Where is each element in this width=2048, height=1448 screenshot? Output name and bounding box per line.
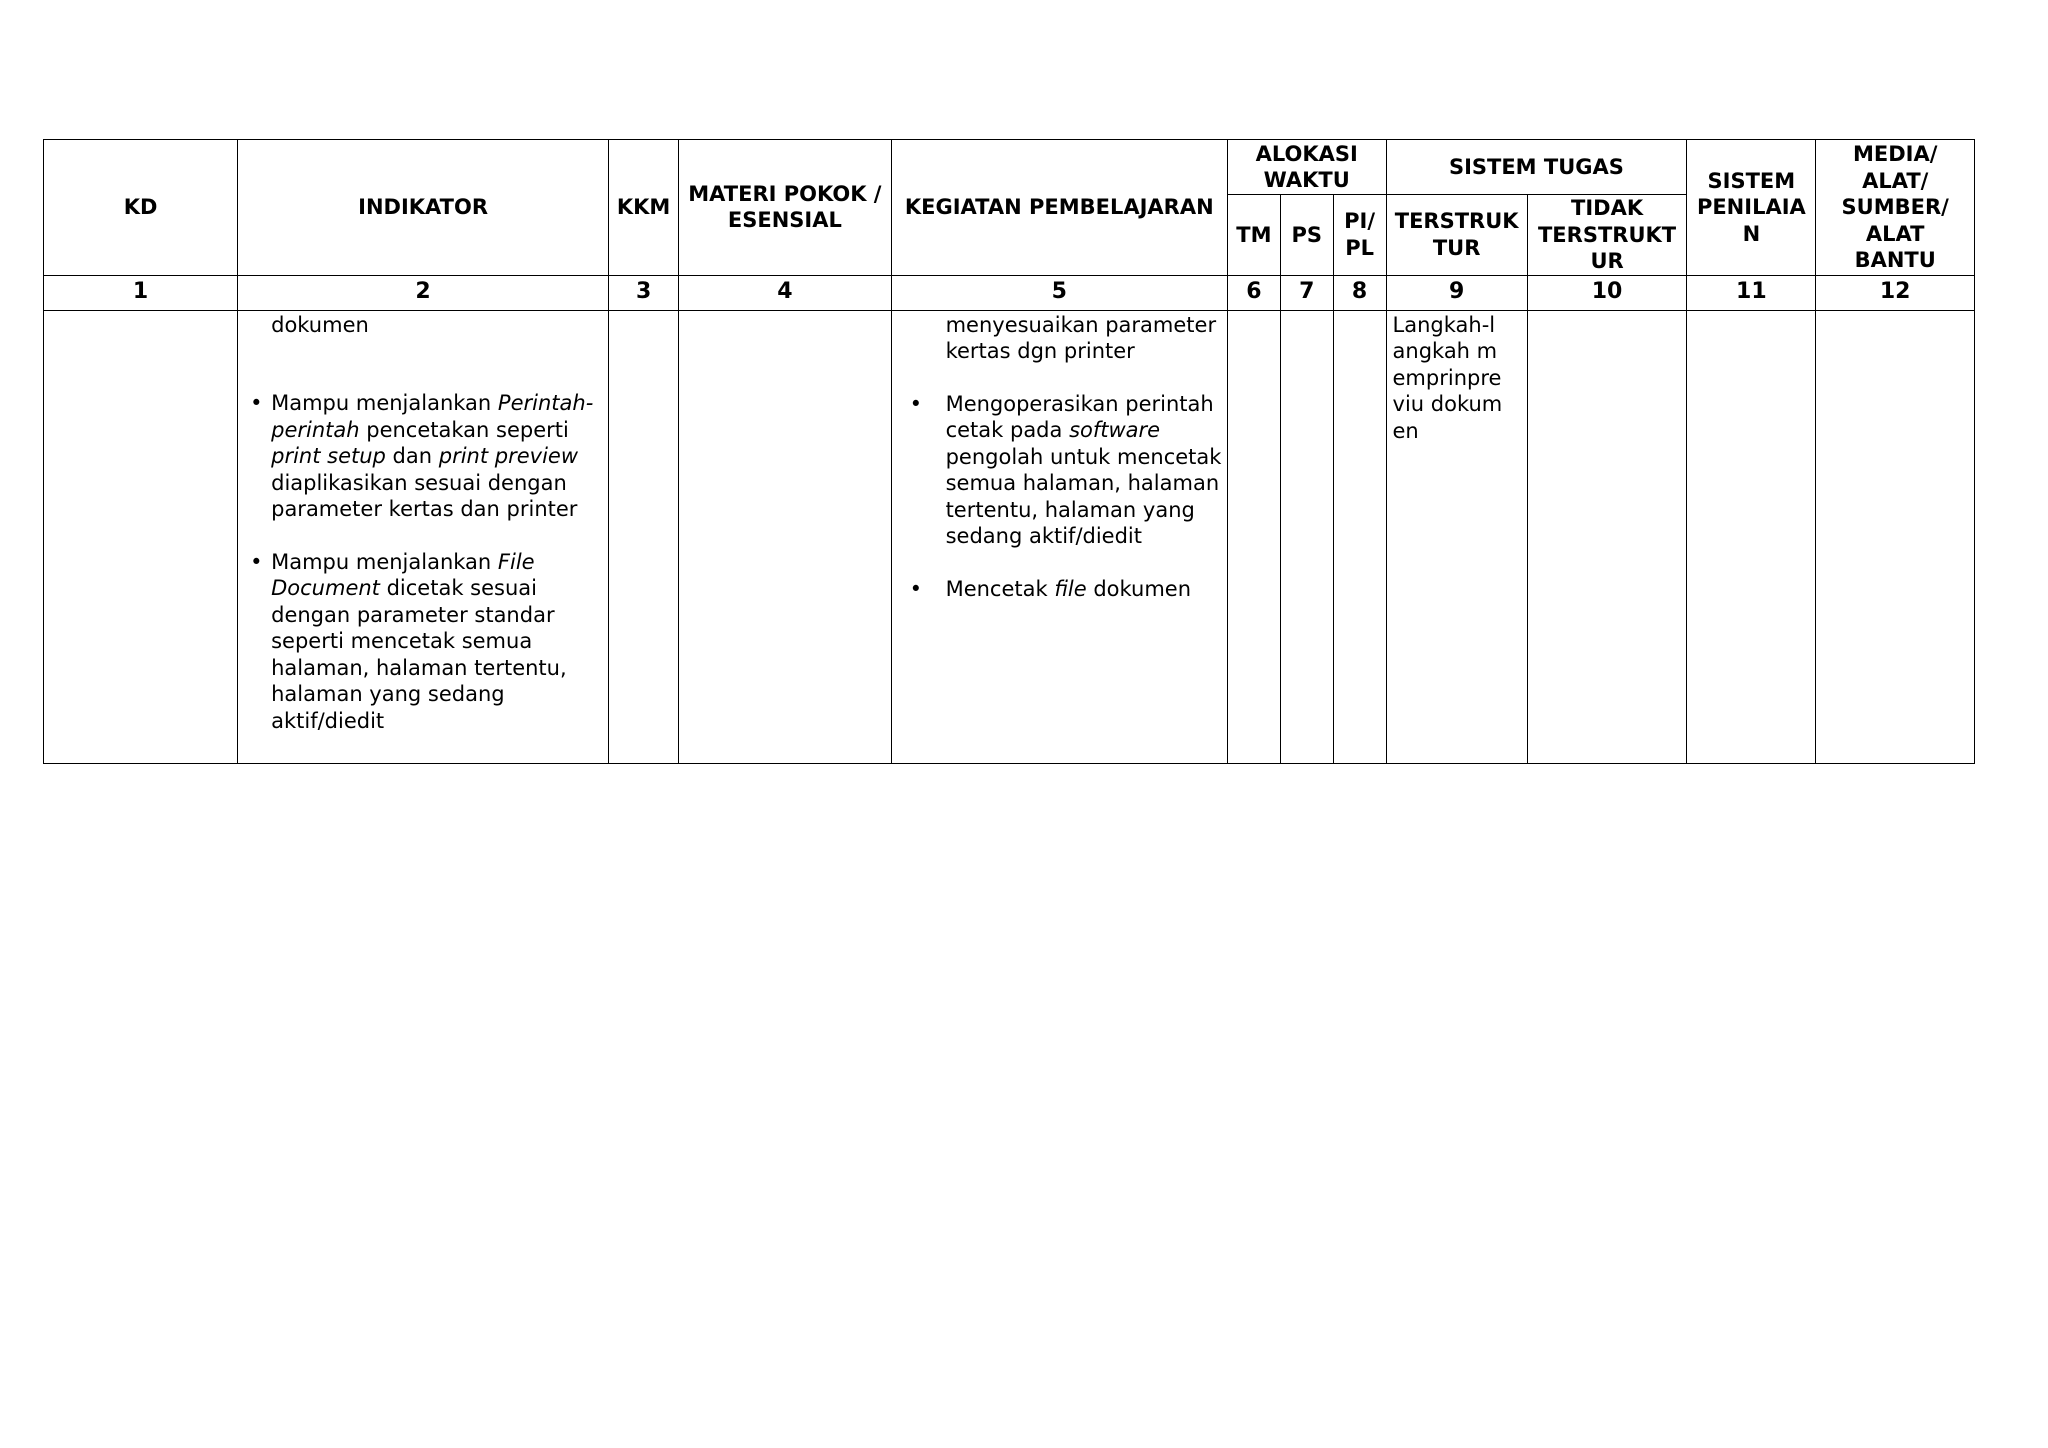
- column-number: 12: [1816, 275, 1975, 310]
- content-row: [44, 310, 1975, 763]
- column-number: 10: [1527, 275, 1687, 310]
- column-number: 2: [238, 275, 609, 310]
- syllabus-table: [43, 139, 1975, 764]
- cell-pipl: [1333, 310, 1386, 763]
- column-number: 6: [1227, 275, 1280, 310]
- header-kd: KD: [44, 140, 238, 276]
- cell-media: [1816, 310, 1975, 763]
- header-kkm: KKM: [609, 140, 679, 276]
- header-pipl: PI/ PL: [1333, 195, 1386, 276]
- cell-sistem-penilaian: [1687, 310, 1816, 763]
- cell-terstruktur: [1386, 310, 1527, 763]
- indikator-item-1: • Mampu menjalankan Perintah-perintah pencetakan seperti print setup dan print preview diaplikasikan sesuai dengan parameter kertas dan printer: [250, 390, 602, 523]
- cell-ps: [1280, 310, 1333, 763]
- header-alokasi-waktu: ALOKASI WAKTU: [1227, 140, 1386, 195]
- column-number: 4: [679, 275, 891, 310]
- cell-kd: [44, 310, 238, 763]
- header-media: MEDIA/ ALAT/ SUMBER/ ALAT BANTU: [1816, 140, 1975, 276]
- header-kegiatan: KEGIATAN PEMBELAJARAN: [891, 140, 1227, 276]
- column-number: 3: [609, 275, 679, 310]
- header-tidak-terstruktur: TIDAK TERSTRUKT UR: [1527, 195, 1687, 276]
- header-sistem-penilaian: SISTEM PENILAIA N: [1687, 140, 1816, 276]
- column-number-row: [44, 275, 1975, 310]
- cell-tidak-terstruktur: [1527, 310, 1687, 763]
- header-sistem-tugas: SISTEM TUGAS: [1386, 140, 1687, 195]
- column-number: 11: [1687, 275, 1816, 310]
- column-number: 9: [1386, 275, 1527, 310]
- header-ps: PS: [1280, 195, 1333, 276]
- column-number: 5: [891, 275, 1227, 310]
- cell-materi: [679, 310, 891, 763]
- kegiatan-lead: menyesuaikan parameter kertas dgn printer: [945, 312, 1217, 363]
- column-number: 1: [44, 275, 238, 310]
- terstruktur-text: Langkah-langkah memprinpreviu dokumen: [1392, 312, 1503, 443]
- header-indikator: INDIKATOR: [238, 140, 609, 276]
- indikator-lead: dokumen: [271, 312, 369, 337]
- cell-kegiatan: [891, 310, 1227, 763]
- header-row-1: [44, 140, 1975, 195]
- cell-tm: [1227, 310, 1280, 763]
- column-number: 7: [1280, 275, 1333, 310]
- cell-kkm: [609, 310, 679, 763]
- column-number: 8: [1333, 275, 1386, 310]
- header-terstruktur: TERSTRUK TUR: [1386, 195, 1527, 276]
- kegiatan-item-1: • Mengoperasikan perintah cetak pada software pengolah untuk mencetak semua halaman, halaman tertentu, halaman yang sedang aktif/diedit: [902, 391, 1223, 550]
- cell-indikator: [238, 310, 609, 763]
- kegiatan-item-2: • Mencetak file dokumen: [902, 576, 1223, 603]
- header-materi: MATERI POKOK / ESENSIAL: [679, 140, 891, 276]
- header-tm: TM: [1227, 195, 1280, 276]
- indikator-item-2: • Mampu menjalankan File Document dicetak sesuai dengan parameter standar seperti mencetak semua halaman, halaman tertentu, halaman yang sedang aktif/diedit: [250, 549, 602, 735]
